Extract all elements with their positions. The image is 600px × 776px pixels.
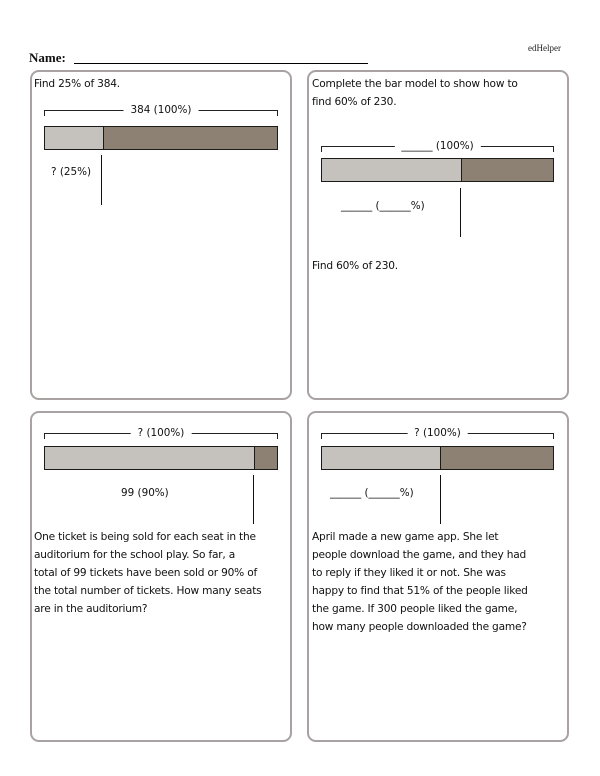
problem-card-1 — [30, 70, 292, 400]
problem-2-total-bracket — [321, 140, 554, 152]
problem-2-bar-rest — [461, 159, 553, 181]
problem-3-part-label: 99 (90%) — [121, 487, 169, 499]
problem-3-text-line-1: One ticket is being sold for each seat in the — [34, 531, 256, 543]
problem-1-prompt: Find 25% of 384. — [34, 78, 120, 90]
name-input-line[interactable] — [74, 63, 368, 64]
problem-2-part-label[interactable]: ______ (______%) — [341, 200, 425, 212]
problem-3-text-line-3: total of 99 tickets have been sold or 90% of — [34, 567, 258, 579]
problem-4-text-line-2: people download the game, and they had — [312, 549, 527, 561]
problem-3-bar — [44, 446, 278, 470]
problem-2-bar — [321, 158, 554, 182]
problem-4-bar-part — [322, 447, 440, 469]
problem-3-total-bracket — [44, 427, 278, 439]
problem-3-part-divider — [253, 475, 254, 524]
problem-4-total-bracket — [321, 427, 554, 439]
problem-3-bar-rest — [254, 447, 277, 469]
problem-3-text-line-2: auditorium for the school play. So far, a — [34, 549, 236, 561]
problem-4-text-line-4: happy to find that 51% of the people liked — [312, 585, 528, 597]
problem-2-prompt-line-2: find 60% of 230. — [312, 96, 397, 108]
problem-2-total-label[interactable]: ______ (100%) — [394, 139, 480, 153]
problem-1-bar — [44, 126, 278, 150]
problem-4-bar — [321, 446, 554, 470]
problem-2-bar-part — [322, 159, 461, 181]
problem-3-bar-part — [45, 447, 254, 469]
problem-2-prompt-line-1: Complete the bar model to show how to — [312, 78, 518, 90]
problem-4-text-line-5: the game. If 300 people liked the game, — [312, 603, 518, 615]
problem-3-text-line-4: the total number of tickets. How many seats — [34, 585, 262, 597]
problem-4-total-label: ? (100%) — [407, 426, 468, 440]
problem-1-part-divider — [101, 155, 102, 205]
problem-3-text-line-5: are in the auditorium? — [34, 603, 148, 615]
name-label: Name: — [29, 50, 66, 65]
problem-4-text-line-6: how many people downloaded the game? — [312, 621, 527, 633]
problem-3-total-label: ? (100%) — [131, 426, 192, 440]
problem-1-total-bracket — [44, 104, 278, 116]
problem-1-total-label: 384 (100%) — [124, 103, 199, 117]
problem-1-part-label: ? (25%) — [51, 166, 92, 178]
problem-1-bar-rest — [103, 127, 277, 149]
problem-1-bar-part — [45, 127, 103, 149]
problem-4-part-label[interactable]: ______ (______%) — [330, 487, 414, 499]
problem-2-question: Find 60% of 230. — [312, 260, 398, 272]
problem-card-2 — [307, 70, 569, 400]
problem-2-part-divider — [460, 188, 461, 237]
problem-4-text-line-3: to reply if they liked it or not. She was — [312, 567, 506, 579]
problem-4-part-divider — [440, 475, 441, 524]
problem-4-bar-rest — [440, 447, 553, 469]
brand-label: edHelper — [528, 43, 561, 53]
problem-4-text-line-1: April made a new game app. She let — [312, 531, 499, 543]
